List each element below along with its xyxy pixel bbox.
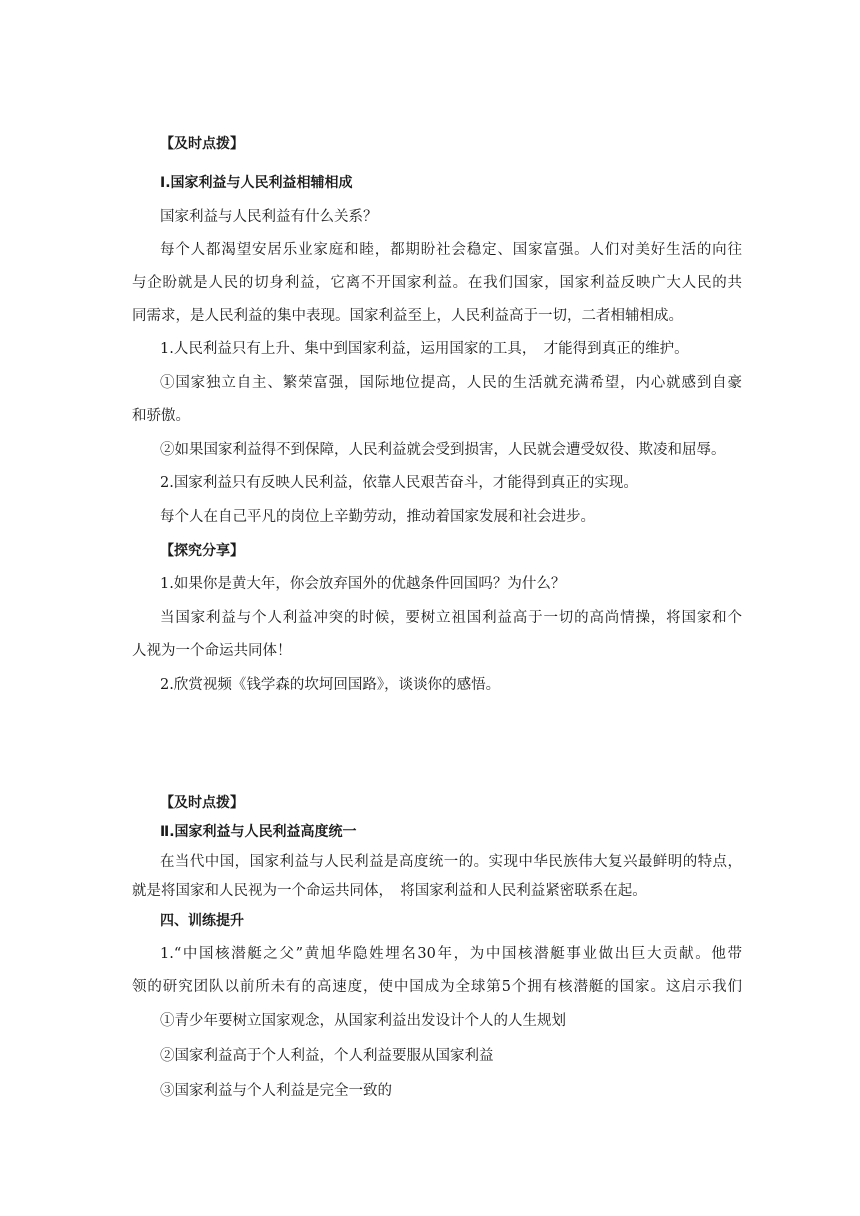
- explore-question-1: 1.如果你是黄大年，你会放弃国外的优越条件回国吗？为什么？: [160, 576, 566, 592]
- section2-para-line1: 在当代中国，国家利益与人民利益是高度统一的。实现中华民族伟大复兴最鲜明的特点，: [160, 854, 742, 870]
- option-2: ②国家利益高于个人利益，个人利益要服从国家利益: [160, 1048, 494, 1064]
- point1a-line1: ①国家独立自主、繁荣富强，国际地位提高，人民的生活就充满希望，内心就感到自豪: [160, 375, 742, 391]
- explore-heading: 【探究分享】: [160, 543, 244, 559]
- section2-para-line2: 就是将国家和人民视为一个命运共同体， 将国家利益和人民利益紧密联系在起。: [132, 883, 647, 899]
- option-1: ①青少年要树立国家观念，从国家利益出发设计个人的人生规划: [160, 1013, 566, 1029]
- option-3: ③国家利益与个人利益是完全一致的: [160, 1083, 392, 1099]
- tip-heading-1: 【及时点拨】: [160, 136, 244, 152]
- subheading-1: Ⅰ.国家利益与人民利益相辅相成: [160, 175, 353, 191]
- point1-text: 1.人民利益只有上升、集中到国家利益，运用国家的工具， 才能得到真正的维护。: [160, 341, 689, 357]
- training-q1-line2: 领的研究团队以前所未有的高速度，使中国成为全球第5个拥有核潜艇的国家。这启示我们: [132, 979, 742, 995]
- para1-line3: 同需求，是人民利益的集中表现。国家利益至上，人民利益高于一切，二者相辅相成。: [132, 308, 683, 324]
- point2-explanation: 每个人在自己平凡的岗位上辛勤劳动，推动着国家发展和社会进步。: [160, 509, 595, 525]
- para1-line1: 每个人都渴望安居乐业家庭和睦，都期盼社会稳定、国家富强。人们对美好生活的向往: [160, 242, 742, 258]
- training-q1-line1: 1.“中国核潜艇之父”黄旭华隐姓埋名30年，为中国核潜艇事业做出巨大贡献。他带: [160, 946, 742, 962]
- tip-heading-2: 【及时点拨】: [160, 795, 244, 811]
- subheading-2: Ⅱ.国家利益与人民利益高度统一: [160, 824, 357, 840]
- point1a-line2: 和骄傲。: [132, 408, 190, 424]
- explore-question-2: 2.欣赏视频《钱学森的坎坷回国路》，谈谈你的感悟。: [160, 677, 501, 693]
- para1-line2: 与企盼就是人民的切身利益，它离不开国家利益。在我们国家，国家利益反映广大人民的共: [132, 275, 742, 291]
- point1b-text: ②如果国家利益得不到保障，人民利益就会受到损害，人民就会遭受奴役、欺凌和屈辱。: [160, 442, 726, 458]
- training-heading: 四、训练提升: [160, 913, 244, 929]
- point2-text: 2.国家利益只有反映人民利益，依靠人民艰苦奋斗，才能得到真正的实现。: [160, 475, 638, 491]
- explore-answer-line2: 人视为一个命运共同体！: [132, 643, 292, 659]
- explore-answer-line1: 当国家利益与个人利益冲突的时候，要树立祖国利益高于一切的高尚情操，将国家和个: [160, 610, 742, 626]
- question-text: 国家利益与人民利益有什么关系？: [160, 209, 378, 225]
